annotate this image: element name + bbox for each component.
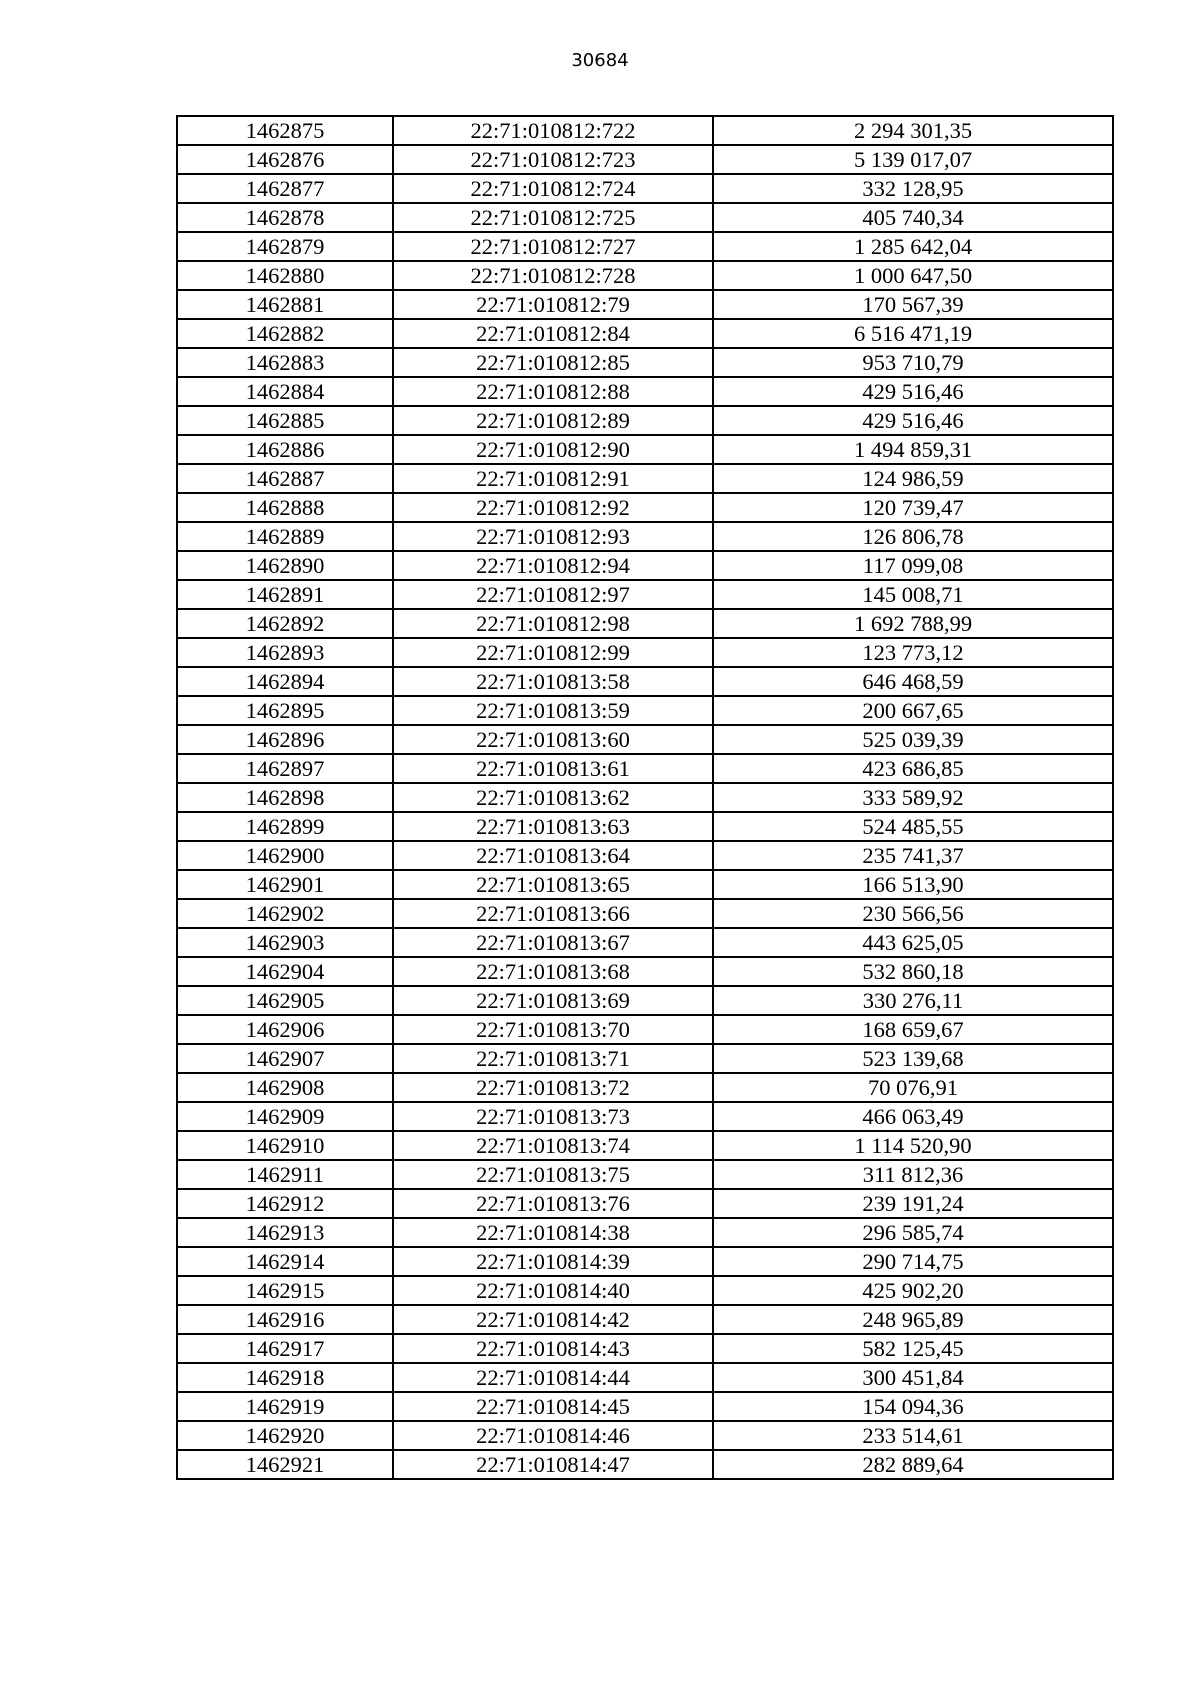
value-cell: 1 285 642,04 [713,232,1113,261]
row-id-cell: 1462895 [177,696,393,725]
value-cell: 154 094,36 [713,1392,1113,1421]
table-row [177,1160,1113,1189]
row-id-cell: 1462892 [177,609,393,638]
row-id-cell: 1462890 [177,551,393,580]
cadastral-number-cell: 22:71:010812:92 [393,493,713,522]
row-id-cell: 1462884 [177,377,393,406]
cadastral-number-cell: 22:71:010813:73 [393,1102,713,1131]
row-id-cell: 1462909 [177,1102,393,1131]
row-id-cell: 1462901 [177,870,393,899]
row-id-cell: 1462896 [177,725,393,754]
table-row [177,870,1113,899]
table-row [177,580,1113,609]
cadastral-number-cell: 22:71:010812:90 [393,435,713,464]
value-cell: 646 468,59 [713,667,1113,696]
row-id-cell: 1462916 [177,1305,393,1334]
cadastral-number-cell: 22:71:010812:85 [393,348,713,377]
cadastral-number-cell: 22:71:010813:58 [393,667,713,696]
row-id-cell: 1462914 [177,1247,393,1276]
table-row [177,638,1113,667]
value-cell: 124 986,59 [713,464,1113,493]
value-cell: 1 494 859,31 [713,435,1113,464]
value-cell: 248 965,89 [713,1305,1113,1334]
row-id-cell: 1462878 [177,203,393,232]
cadastral-number-cell: 22:71:010812:723 [393,145,713,174]
cadastral-number-cell: 22:71:010813:71 [393,1044,713,1073]
row-id-cell: 1462881 [177,290,393,319]
value-cell: 5 139 017,07 [713,145,1113,174]
table-row [177,957,1113,986]
cadastral-number-cell: 22:71:010814:42 [393,1305,713,1334]
table-row [177,348,1113,377]
row-id-cell: 1462887 [177,464,393,493]
value-cell: 443 625,05 [713,928,1113,957]
value-cell: 2 294 301,35 [713,116,1113,145]
value-cell: 524 485,55 [713,812,1113,841]
table-row [177,1131,1113,1160]
row-id-cell: 1462921 [177,1450,393,1479]
value-cell: 126 806,78 [713,522,1113,551]
row-id-cell: 1462918 [177,1363,393,1392]
row-id-cell: 1462899 [177,812,393,841]
cadastral-number-cell: 22:71:010813:66 [393,899,713,928]
value-cell: 296 585,74 [713,1218,1113,1247]
table-row [177,841,1113,870]
row-id-cell: 1462905 [177,986,393,1015]
row-id-cell: 1462888 [177,493,393,522]
cadastral-number-cell: 22:71:010814:44 [393,1363,713,1392]
cadastral-number-cell: 22:71:010813:69 [393,986,713,1015]
table-row [177,1450,1113,1479]
table-row [177,667,1113,696]
value-cell: 953 710,79 [713,348,1113,377]
value-cell: 70 076,91 [713,1073,1113,1102]
cadastral-number-cell: 22:71:010812:89 [393,406,713,435]
value-cell: 239 191,24 [713,1189,1113,1218]
row-id-cell: 1462917 [177,1334,393,1363]
value-cell: 405 740,34 [713,203,1113,232]
row-id-cell: 1462903 [177,928,393,957]
table-row [177,261,1113,290]
cadastral-number-cell: 22:71:010812:88 [393,377,713,406]
row-id-cell: 1462902 [177,899,393,928]
table-row [177,1247,1113,1276]
value-cell: 429 516,46 [713,406,1113,435]
table-row [177,1218,1113,1247]
table-row [177,1421,1113,1450]
cadastral-number-cell: 22:71:010814:40 [393,1276,713,1305]
table-row [177,1276,1113,1305]
page-number: 30684 [571,50,629,71]
cadastral-number-cell: 22:71:010813:74 [393,1131,713,1160]
cadastral-number-cell: 22:71:010814:39 [393,1247,713,1276]
cadastral-number-cell: 22:71:010812:724 [393,174,713,203]
cadastral-number-cell: 22:71:010813:62 [393,783,713,812]
table-row [177,725,1113,754]
cadastral-number-cell: 22:71:010814:47 [393,1450,713,1479]
table-row [177,928,1113,957]
row-id-cell: 1462919 [177,1392,393,1421]
row-id-cell: 1462883 [177,348,393,377]
value-cell: 1 114 520,90 [713,1131,1113,1160]
cadastral-number-cell: 22:71:010812:84 [393,319,713,348]
value-cell: 117 099,08 [713,551,1113,580]
value-cell: 425 902,20 [713,1276,1113,1305]
cadastral-number-cell: 22:71:010813:61 [393,754,713,783]
table-row [177,812,1113,841]
value-cell: 230 566,56 [713,899,1113,928]
cadastral-number-cell: 22:71:010814:38 [393,1218,713,1247]
value-cell: 330 276,11 [713,986,1113,1015]
value-cell: 290 714,75 [713,1247,1113,1276]
table-row [177,464,1113,493]
table-row [177,116,1113,145]
table-row [177,1392,1113,1421]
cadastral-number-cell: 22:71:010813:75 [393,1160,713,1189]
row-id-cell: 1462877 [177,174,393,203]
cadastral-number-cell: 22:71:010812:727 [393,232,713,261]
table-row [177,1189,1113,1218]
value-cell: 145 008,71 [713,580,1113,609]
row-id-cell: 1462880 [177,261,393,290]
table-row [177,493,1113,522]
table-row [177,319,1113,348]
value-cell: 525 039,39 [713,725,1113,754]
value-cell: 523 139,68 [713,1044,1113,1073]
row-id-cell: 1462908 [177,1073,393,1102]
cadastral-number-cell: 22:71:010813:64 [393,841,713,870]
cadastral-number-cell: 22:71:010812:93 [393,522,713,551]
cadastral-number-cell: 22:71:010812:91 [393,464,713,493]
cadastral-number-cell: 22:71:010813:59 [393,696,713,725]
row-id-cell: 1462897 [177,754,393,783]
row-id-cell: 1462876 [177,145,393,174]
value-cell: 170 567,39 [713,290,1113,319]
value-cell: 233 514,61 [713,1421,1113,1450]
cadastral-number-cell: 22:71:010813:63 [393,812,713,841]
value-cell: 168 659,67 [713,1015,1113,1044]
row-id-cell: 1462898 [177,783,393,812]
cadastral-number-cell: 22:71:010813:65 [393,870,713,899]
table-row [177,1363,1113,1392]
row-id-cell: 1462920 [177,1421,393,1450]
table-row [177,1015,1113,1044]
cadastral-number-cell: 22:71:010814:45 [393,1392,713,1421]
data-table [176,115,1114,1480]
cadastral-number-cell: 22:71:010812:728 [393,261,713,290]
cadastral-number-cell: 22:71:010812:725 [393,203,713,232]
row-id-cell: 1462886 [177,435,393,464]
row-id-cell: 1462907 [177,1044,393,1073]
table-row [177,145,1113,174]
table-row [177,754,1113,783]
value-cell: 429 516,46 [713,377,1113,406]
cadastral-number-cell: 22:71:010812:98 [393,609,713,638]
table-row [177,174,1113,203]
table-row [177,290,1113,319]
row-id-cell: 1462889 [177,522,393,551]
value-cell: 6 516 471,19 [713,319,1113,348]
table-row [177,435,1113,464]
row-id-cell: 1462894 [177,667,393,696]
cadastral-number-cell: 22:71:010814:43 [393,1334,713,1363]
cadastral-number-cell: 22:71:010813:60 [393,725,713,754]
row-id-cell: 1462900 [177,841,393,870]
value-cell: 235 741,37 [713,841,1113,870]
value-cell: 120 739,47 [713,493,1113,522]
row-id-cell: 1462910 [177,1131,393,1160]
value-cell: 332 128,95 [713,174,1113,203]
row-id-cell: 1462891 [177,580,393,609]
row-id-cell: 1462879 [177,232,393,261]
table-row [177,1334,1113,1363]
table-row [177,696,1113,725]
value-cell: 311 812,36 [713,1160,1113,1189]
value-cell: 123 773,12 [713,638,1113,667]
row-id-cell: 1462885 [177,406,393,435]
value-cell: 582 125,45 [713,1334,1113,1363]
table-row [177,1073,1113,1102]
table-row [177,377,1113,406]
table-body [177,116,1113,1479]
value-cell: 300 451,84 [713,1363,1113,1392]
table-row [177,1305,1113,1334]
value-cell: 282 889,64 [713,1450,1113,1479]
row-id-cell: 1462911 [177,1160,393,1189]
cadastral-number-cell: 22:71:010812:722 [393,116,713,145]
cadastral-number-cell: 22:71:010813:72 [393,1073,713,1102]
cadastral-number-cell: 22:71:010813:68 [393,957,713,986]
value-cell: 333 589,92 [713,783,1113,812]
row-id-cell: 1462912 [177,1189,393,1218]
cadastral-number-cell: 22:71:010813:67 [393,928,713,957]
cadastral-number-cell: 22:71:010813:76 [393,1189,713,1218]
table-row [177,522,1113,551]
value-cell: 166 513,90 [713,870,1113,899]
row-id-cell: 1462915 [177,1276,393,1305]
cadastral-number-cell: 22:71:010812:94 [393,551,713,580]
row-id-cell: 1462882 [177,319,393,348]
cadastral-number-cell: 22:71:010813:70 [393,1015,713,1044]
row-id-cell: 1462906 [177,1015,393,1044]
row-id-cell: 1462875 [177,116,393,145]
table-row [177,986,1113,1015]
cadastral-number-cell: 22:71:010812:99 [393,638,713,667]
row-id-cell: 1462904 [177,957,393,986]
value-cell: 423 686,85 [713,754,1113,783]
table-row [177,899,1113,928]
cadastral-number-cell: 22:71:010812:79 [393,290,713,319]
table-row [177,609,1113,638]
value-cell: 200 667,65 [713,696,1113,725]
table-row [177,203,1113,232]
table-row [177,406,1113,435]
value-cell: 1 692 788,99 [713,609,1113,638]
row-id-cell: 1462913 [177,1218,393,1247]
table-row [177,1044,1113,1073]
table-row [177,551,1113,580]
cadastral-number-cell: 22:71:010812:97 [393,580,713,609]
value-cell: 1 000 647,50 [713,261,1113,290]
row-id-cell: 1462893 [177,638,393,667]
value-cell: 532 860,18 [713,957,1113,986]
cadastral-number-cell: 22:71:010814:46 [393,1421,713,1450]
table-row [177,783,1113,812]
table-row [177,232,1113,261]
table-row [177,1102,1113,1131]
value-cell: 466 063,49 [713,1102,1113,1131]
